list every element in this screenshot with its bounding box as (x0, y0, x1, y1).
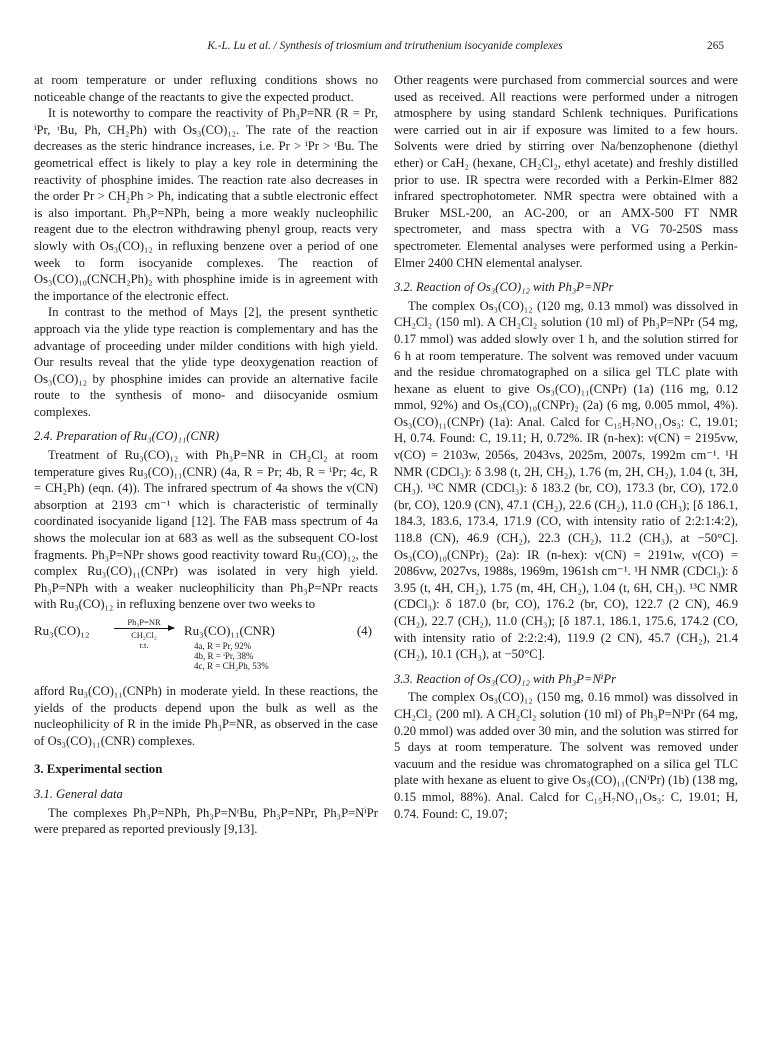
subsection-heading: 2.4. Preparation of Ru₃(CO)₁₁(CNR) (34, 429, 220, 444)
paragraph: It is noteworthy to compare the reactivity of Ph₃P=NR (R = Pr, ⁱPr, ᵗBu, Ph, CH₂Ph) with Os₃(CO)₁₂. The rate of the reaction decreases as the steric hindrance increases, i.e. Pr > ⁱPr > ᵗBu. The geometrical effect is likely to play a key role in determining the reactivity of phosphine imides. The reaction rate also decreases in the order Pr > CH₂Ph > Ph, indicating that a subtle electronic effect is also important. Ph₃P=NPh, being a more weakly nucleophilic reagent due to the electron withdrawing phenyl group, reacts very slowly with Os₃(CO)₁₂ in refluxing benzene over a period of one week to form isocyanide complexes. The reaction of Os₃(CO)₁₀(CNCH₂Ph)₂ with phosphine imide is in agreement with the importance of the electronic effect. (34, 106, 378, 303)
yield-4a: 4a, R = Pr, 92% (194, 641, 252, 651)
equation-4 (34, 615, 378, 677)
subsection-heading: 3.3. Reaction of Os₃(CO)₁₂ with Ph₃P=NⁱPr (394, 671, 616, 686)
equation-number: (4) (356, 623, 372, 638)
paragraph: The complexes Ph₃P=NPh, Ph₃P=NᵗBu, Ph₃P=NPr, Ph₃P=NⁱPr were prepared as reported previously [9,13]. (34, 805, 378, 837)
running-title: K.-L. Lu et al. / Synthesis of triosmium and triruthenium isocyanide complexes (207, 40, 563, 52)
page-number: 265 (707, 40, 724, 52)
paragraph: The complex Os₃(CO)₁₂ (120 mg, 0.13 mmol) was dissolved in CH₂Cl₂ (150 ml). A CH₂Cl₂ solution (10 ml) of Ph₃P=NPr (54 mg, 0.17 mmol) was added slowly over 1 h, and the solution stirred for 6 h at room temperature. The solvent was removed under vacuum and the residue chromatographed on a silica gel TLC plate with hexane as eluent to give Os₃(CO)₁₁(CNPr) (1a) (116 mg, 0.12 mmol, 92%) and Os₃(CO)₁₀(CNPr)₂ (2a) (6 mg, 0.005 mmol, 4%). Os₃(CO)₁₁(CNPr) (1a): Anal. Calcd for C₁₅H₇NO₁₁Os₃: C, 19.01; H, 0.74. Found: C, 19.11; H, 0.72%. IR (n-hex): ν(CN) = 2195vw, ν(CO) = 2103w, 2056s, 2043vs, 2025m, 2007s, 1992m cm⁻¹. ¹H NMR (CDCl₃): δ 3.98 (t, 2H, CH₂), 1.76 (m, 2H, CH₂), 1.04 (t, 3H, CH₃). ¹³C NMR (CDCl₃): δ 183.2 (br, CO), 173.3 (br, CO), 172.0 (br, CO), 120.9 (CN), 47.1 (CH₂), 22.6 (CH₂), 11.0 (CH₃); [δ 186.1, 184.3, 183.6, 173.4, 171.9 (CO, with intensity ratio of 2:2:1:4:2), 118.8 (CN), 46.9 (CH₂), 22.3 (CH₂), 11.2 (CH₃), at −50°C]. Os₃(CO)₁₀(CNPr)₂ (2a): IR (n-hex): ν(CN) = 2191w, ν(CO) = 2086vw, 2027vs, 1988s, 1969m, 1961sh cm⁻¹. ¹H NMR (CDCl₃): δ 3.95 (t, 4H, CH₂), 1.75 (m, 4H, CH₂), 1.04 (t, 6H, CH₃). ¹³C NMR (CDCl₃): δ 187.0 (br, CO), 176.2 (br, CO), 122.7 (2 CN), 46.9 (CH₂), 22.7 (CH₂), 11.0 (CH₃); [δ 187.1, 186.1, 175.6, 174.2 (CO, with intensity ratio of 2:2:2:4), 119.9 (2 CN), 45.7 (CH₂), 21.4 (CH₂), 10.1 (CH₃), at −50°C]. (394, 298, 738, 662)
equation-product: Ru₃(CO)₁₁(CNR) (184, 623, 275, 638)
paragraph: afford Ru₃(CO)₁₁(CNPh) in moderate yield. In these reactions, the yields of the products depend upon the bulk as well as the nucleophilicity of R in the imide Ph₃P=NR, as observed in the case of Os₃(CO)₁₁(CNR) complexes. (34, 684, 378, 748)
subsection-heading: 3.2. Reaction of Os₃(CO)₁₂ with Ph₃P=NPr (394, 280, 614, 295)
yield-4b: 4b, R = ⁱPr, 38% (194, 651, 254, 661)
paragraph: The complex Os₃(CO)₁₂ (150 mg, 0.16 mmol) was dissolved in CH₂Cl₂ (200 ml). A CH₂Cl₂ solution (10 ml) of Ph₃P=NⁱPr (64 mg, 0.20 mmol) was added over 30 min, and the solution was stirred for 5 days at room temperature. The solvent was removed under vacuum and the residue was chromatographed on a silica gel TLC plate with hexane as eluent to give Os₃(CO)₁₁(CNⁱPr) (1b) (138 mg, 0.15 mmol, 88%). Anal. Calcd for C₁₅H₇NO₁₁Os₃: C, 19.01; H, 0.74. Found: C, 19.07; (394, 690, 738, 821)
arrow-line (114, 628, 174, 629)
paragraph: Treatment of Ru₃(CO)₁₂ with Ph₃P=NR in CH₂Cl₂ at room temperature gives Ru₃(CO)₁₁(CNR) (4a, R = Pr; 4b, R = ⁱPr; 4c, R = CH₂Ph) (eqn. (4)). The infrared spectrum of 4a shows the ν(CN) absorption at 2193 cm⁻¹ which is characteristic of terminally coordinated isocyanide ligand [12]. The FAB mass spectrum of 4a shows the molecular ion at 683 as well as the subsequent CO-lost fragments. Ph₃P=NPr shows good reactivity toward Ru₃(CO)₁₂, the complex Ru₃(CO)₁₁(CNPr) was isolated in very high yield. Ph₃P=NPh with a weaker nucleophilicity than Ph₃P=NPr reacts with Ru₃(CO)₁₂ in refluxing benzene over two weeks to (34, 448, 378, 612)
arrow-reagent: Ph₃P=NR (127, 617, 161, 627)
paragraph: In contrast to the method of Mays [2], the present synthetic approach via the ylide type reaction is complementary and has the advantage of proceeding under milder conditions with high yield. Our results reveal that the ylide type deoxygenation reaction of Os₃(CO)₁₂ by phosphine imides can provide an alternative facile route to the synthesis of mono- and diisocyanide osmium complexes. (34, 305, 378, 419)
reaction-arrow (114, 617, 174, 650)
equation-yields (194, 641, 269, 671)
arrow-solvent: CH₂Cl₂ (131, 630, 157, 640)
equation-reactant: Ru₃(CO)₁₂ (34, 623, 90, 638)
subsection-heading: 3.1. General data (34, 786, 123, 801)
running-header (26, 40, 744, 52)
yield-4c: 4c, R = CH₂Ph, 53% (194, 661, 269, 671)
paragraph: Other reagents were purchased from commercial sources and were used as received. All reactions were performed under a nitrogen atmosphere by using standard Schlenk techniques. Purifications were carried out in air if exposure was limited to a few hours. Solvents were dried by stirring over Na/benzophenone (diethyl ether) or CaH₂ (hexane, CH₂Cl₂, ethyl acetate) and freshly distilled prior to use. IR spectra were recorded with a Perkin-Elmer 882 infrared spectrophotometer. NMR spectra were obtained with a Bruker MSL-200, an AC-200, or an AMX-500 FT NMR spectrometer, and mass spectra with a VG 70-250S mass spectrometer. Elemental analyses were performed using a Perkin-Elmer 2400 CHN elemental analyser. (394, 73, 738, 270)
arrow-condition: r.t. (139, 640, 149, 650)
right-column (394, 72, 738, 822)
left-column (34, 72, 378, 838)
paragraph: at room temperature or under refluxing conditions shows no noticeable change of the reactants to give the expected product. (34, 73, 378, 104)
section-heading: 3. Experimental section (34, 762, 163, 777)
